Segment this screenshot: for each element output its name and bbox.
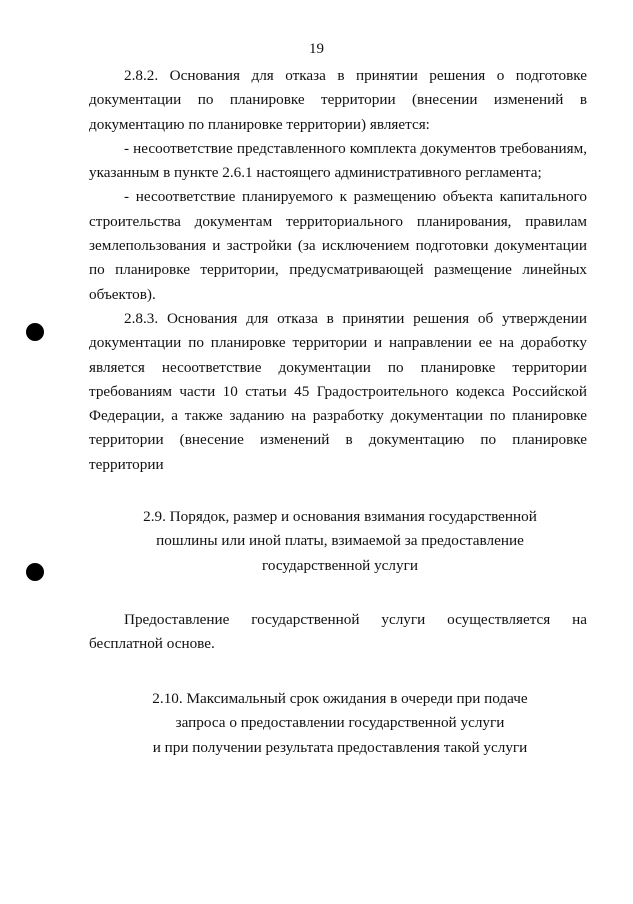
paragraph-2-8-2: 2.8.2. Основания для отказа в принятии решения о подготовке документации по планировке территории (внесении изменений в документацию по планировке территории) является: — [89, 67, 587, 133]
heading-line: запроса о предоставлении государственной услуги — [175, 714, 505, 732]
section-2-9-heading — [60, 505, 620, 578]
heading-line: 2.10. Максимальный срок ожидания в очереди при подаче — [152, 690, 528, 707]
heading-line: 2.9. Порядок, размер и основания взимания государственной — [143, 508, 537, 525]
paragraph-free-service: Предоставление государственной услуги осуществляется на бесплатной основе. — [89, 611, 587, 653]
heading-line: пошлины или иной платы, взимаемой за предоставление — [156, 532, 524, 550]
section-2-9-text-block — [89, 608, 587, 657]
list-item-planning-mismatch: - несоответствие планируемого к размещению объекта капитального строительства документам территориального планирования, правилам землепользования и застройки (за исключением подготовки документации по планировке территории, предусматривающей размещение линейных объектов). — [89, 188, 587, 303]
heading-line: государственной услуги — [262, 556, 418, 574]
section-2-8 — [89, 64, 587, 477]
paragraph-2-8-3: 2.8.3. Основания для отказа в принятии решения об утверждении документации по планировке территории и направлении ее на доработку является несоответствие документации по планировке территории требованиям части 10 статьи 45 Градостроительного кодекса Российской Федерации, а также заданию на разработку документации по планировке территории (внесение изменений в документацию по планировке территории — [89, 309, 587, 473]
list-item-incomplete-documents: - несоответствие представленного комплекта документов требованиям, указанным в пункте 2.6.1 настоящего административного регламента; — [89, 139, 587, 182]
section-2-10-heading — [60, 687, 620, 760]
punch-hole-mark — [26, 563, 44, 581]
punch-hole-mark — [26, 323, 44, 341]
heading-line: и при получении результата предоставления такой услуги — [152, 738, 528, 756]
page-number: 19 — [309, 41, 324, 57]
